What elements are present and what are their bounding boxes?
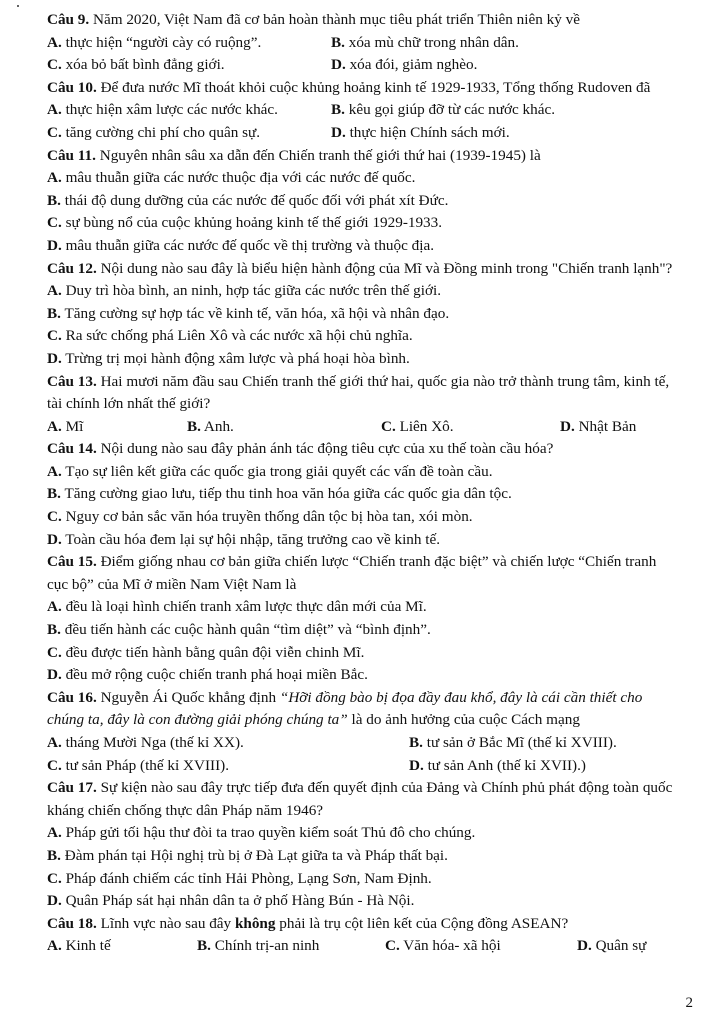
option-b: B. thái độ dung dưỡng của các nước đế quốc đối với phát xít Đức. xyxy=(47,191,449,209)
option-c: C. Nguy cơ bản sắc văn hóa truyền thống dân tộc bị hòa tan, xói mòn. xyxy=(47,508,473,526)
question-text: Điểm giống nhau cơ bản giữa chiến lược “Chiến tranh đặc biệt” và chiến lược “Chiến tranh cục bộ” của Mĩ ở miền Nam Việt Nam là xyxy=(47,553,657,593)
question-17 xyxy=(47,777,673,913)
question-stem xyxy=(47,687,673,732)
question-stem xyxy=(47,777,673,822)
option-a: A. mâu thuẫn giữa các nước thuộc địa với các nước đế quốc. xyxy=(47,169,416,187)
question-text: Nội dung nào sau đây phản ánh tác động tiêu cực của xu thế toàn cầu hóa? xyxy=(100,440,554,458)
question-16 xyxy=(47,687,673,777)
option-d: D. đều mở rộng cuộc chiến tranh phá hoại miền Bắc. xyxy=(47,666,368,684)
option-a: A. Pháp gửi tối hậu thư đòi ta trao quyền kiểm soát Thủ đô cho chúng. xyxy=(47,824,476,842)
option-c: C. sự bùng nổ của cuộc khủng hoảng kinh tế thế giới 1929-1933. xyxy=(47,214,443,232)
question-text: Nội dung nào sau đây là biểu hiện hành động của Mĩ và Đồng minh trong "Chiến tranh lạnh"? xyxy=(100,259,673,277)
option-c: C. đều được tiến hành bằng quân đội viễn chinh Mĩ. xyxy=(47,643,365,661)
option-d: D. Trừng trị mọi hành động xâm lược và phá hoại hòa bình. xyxy=(47,349,410,367)
option-b: B. xóa mù chữ trong nhân dân. xyxy=(331,33,519,51)
question-label: Câu 14. xyxy=(47,440,97,458)
question-label: Câu 17. xyxy=(47,779,97,797)
question-text: Để đưa nước Mĩ thoát khỏi cuộc khủng hoảng kinh tế 1929-1933, Tổng thống Rudoven đã xyxy=(100,78,651,96)
page-mark xyxy=(17,5,19,7)
option-b: B. đều tiến hành các cuộc hành quân “tìm diệt” và “bình định”. xyxy=(47,621,431,639)
question-label: Câu 13. xyxy=(47,372,97,390)
question-text: Nguyên nhân sâu xa dẫn đến Chiến tranh thế giới thứ hai (1939-1945) là xyxy=(99,146,541,164)
question-stem xyxy=(47,258,673,281)
option-d: D. mâu thuẫn giữa các nước đế quốc về thị trường và thuộc địa. xyxy=(47,236,435,254)
options xyxy=(47,99,673,144)
option-a: A. thực hiện “người cày có ruộng”. xyxy=(47,33,262,51)
option-d: D. Quân sự xyxy=(577,937,647,955)
option-a: A. Kinh tế xyxy=(47,937,111,955)
question-label: Câu 18. xyxy=(47,914,97,932)
question-label: Câu 16. xyxy=(47,688,97,706)
question-text-pre: Nguyễn Ái Quốc khẳng định xyxy=(100,688,280,706)
question-text: Hai mươi năm đầu sau Chiến tranh thế giới thứ hai, quốc gia nào trở thành trung tâm, kinh tế, tài chính lớn nhất thế giới? xyxy=(47,372,670,413)
page-number: 2 xyxy=(685,995,693,1012)
question-stem xyxy=(47,371,673,416)
question-stem xyxy=(47,913,673,936)
question-label: Câu 9. xyxy=(47,11,90,28)
option-c: C. Văn hóa- xã hội xyxy=(385,937,501,955)
question-18 xyxy=(47,913,673,958)
option-a: A. Duy trì hòa bình, an ninh, hợp tác giữa các nước trên thế giới. xyxy=(47,282,441,300)
option-b: B. Đàm phán tại Hội nghị trù bị ở Đà Lạt giữa ta và Pháp thất bại. xyxy=(47,846,448,864)
option-b: B. Tăng cường giao lưu, tiếp thu tinh hoa văn hóa giữa các quốc gia dân tộc. xyxy=(47,485,512,503)
option-d: D. tư sản Anh (thế kỉ XVII).) xyxy=(409,756,586,774)
question-label: Câu 11. xyxy=(47,146,96,164)
option-c: C. tăng cường chi phí cho quân sự. xyxy=(47,123,261,141)
option-a: A. Tạo sự liên kết giữa các quốc gia trong giải quyết các vấn đề toàn cầu. xyxy=(47,462,493,480)
question-text: Năm 2020, Việt Nam đã cơ bản hoàn thành mục tiêu phát triển Thiên niên kỷ về xyxy=(93,11,580,28)
question-stem xyxy=(47,438,673,461)
option-a: A. tháng Mười Nga (thế kỉ XX). xyxy=(47,734,244,751)
option-c: C. tư sản Pháp (thế kỉ XVIII). xyxy=(47,756,230,774)
question-label: Câu 10. xyxy=(47,78,97,96)
option-b: B. kêu gọi giúp đỡ từ các nước khác. xyxy=(331,101,556,119)
question-9 xyxy=(47,9,673,77)
question-15 xyxy=(47,551,673,687)
option-c: C. Pháp đánh chiếm các tỉnh Hải Phòng, Lạng Sơn, Nam Định. xyxy=(47,869,432,887)
question-text-post: là do ảnh hưởng của cuộc Cách mạng xyxy=(347,711,580,729)
option-a: A. thực hiện xâm lược các nước khác. xyxy=(47,101,278,119)
question-quote: “Hỡi đồng bào bị đọa đầy đau khổ, đây là cái cần thiết cho chúng ta, đây là con đường giải phóng chúng ta” xyxy=(47,688,643,729)
option-d: D. thực hiện Chính sách mới. xyxy=(331,123,510,141)
option-a: A. đều là loại hình chiến tranh xâm lược thực dân mới của Mĩ. xyxy=(47,598,427,616)
option-c: C. Liên Xô. xyxy=(381,417,454,435)
question-13 xyxy=(47,371,673,439)
question-12 xyxy=(47,258,673,371)
question-stem xyxy=(47,145,673,168)
options xyxy=(47,732,673,777)
question-label: Câu 12. xyxy=(47,259,97,277)
option-c: C. Ra sức chống phá Liên Xô và các nước xã hội chủ nghĩa. xyxy=(47,327,413,345)
question-11 xyxy=(47,145,673,258)
option-d: D. xóa đói, giảm nghèo. xyxy=(331,56,478,74)
option-b: B. tư sản ở Bắc Mĩ (thế kỉ XVIII). xyxy=(409,734,617,751)
option-d: D. Toàn cầu hóa đem lại sự hội nhập, tăng trưởng cao về kinh tế. xyxy=(47,530,441,548)
options xyxy=(47,416,673,439)
question-text-post: phải là trụ cột liên kết của Cộng đồng ASEAN? xyxy=(275,914,569,932)
question-stem xyxy=(47,551,673,596)
question-14 xyxy=(47,438,673,551)
option-b: B. Tăng cường sự hợp tác về kinh tế, văn hóa, xã hội và nhân đạo. xyxy=(47,304,450,322)
options xyxy=(47,935,673,958)
option-d: D. Quân Pháp sát hại nhân dân ta ở phố Hàng Bún - Hà Nội. xyxy=(47,892,415,910)
option-c: C. xóa bỏ bất bình đẳng giới. xyxy=(47,56,225,74)
question-emphasis: không xyxy=(234,914,276,932)
question-text-pre: Lĩnh vực nào sau đây xyxy=(100,914,235,932)
question-stem xyxy=(47,77,673,100)
option-d: D. Nhật Bản xyxy=(560,417,637,435)
question-stem xyxy=(47,9,673,32)
question-label: Câu 15. xyxy=(47,553,97,571)
options xyxy=(47,32,673,77)
question-text: Sự kiện nào sau đây trực tiếp đưa đến quyết định của Đảng và Chính phủ phát động toàn quốc kháng chiến chống thực dân Pháp năm 1946? xyxy=(47,779,673,819)
option-a: A. Mĩ xyxy=(47,417,84,435)
option-b: B. Anh. xyxy=(187,417,234,435)
option-b: B. Chính trị-an ninh xyxy=(197,937,320,955)
question-10 xyxy=(47,77,673,145)
